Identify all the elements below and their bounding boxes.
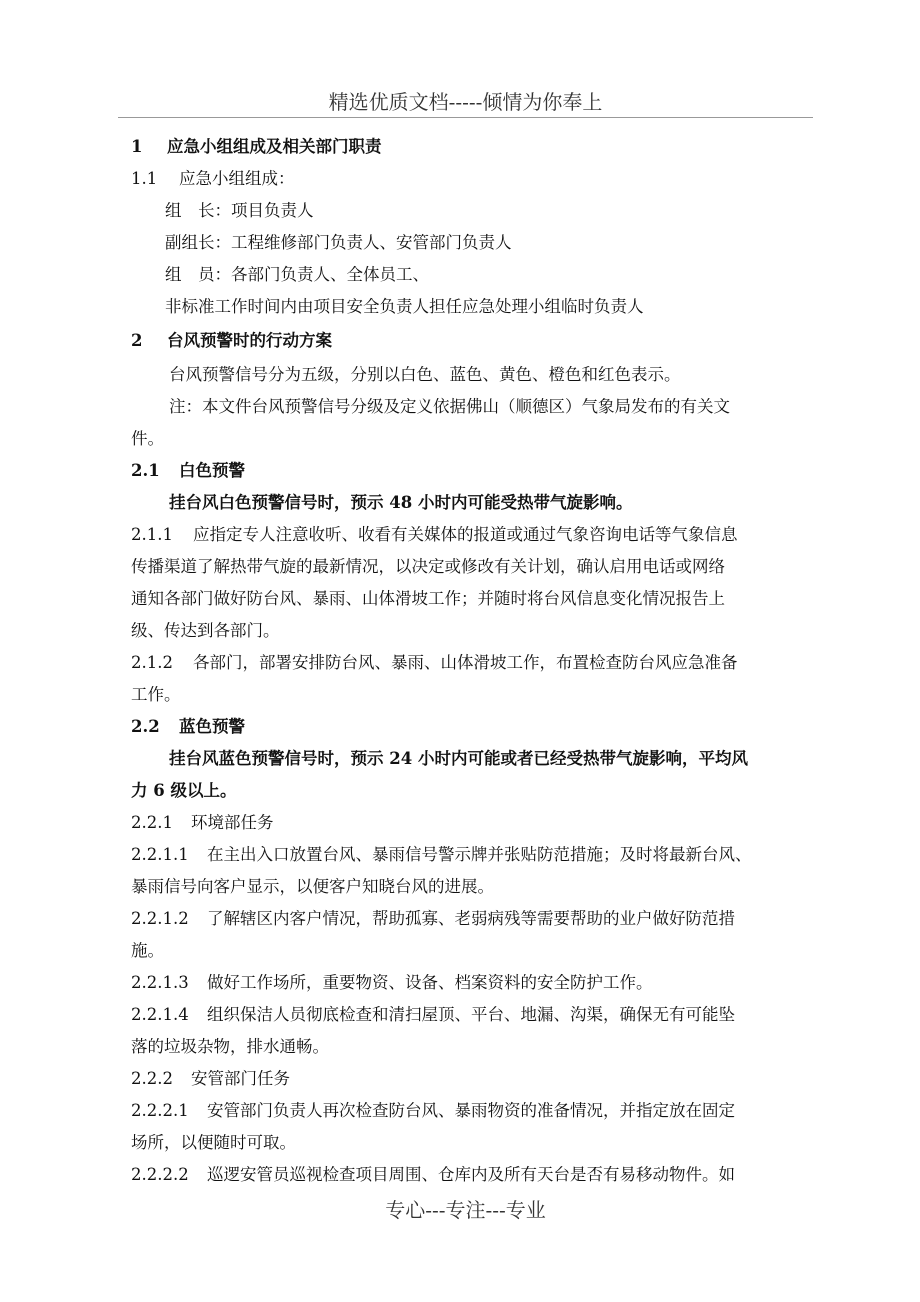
warning-levels-text: 台风预警信号分为五级，分别以白色、蓝色、黄色、橙色和红色表示。 (169, 365, 681, 384)
clause-2-2-1-2 (131, 903, 811, 935)
page-header: 精选优质文档-----倾情为你奉上 (328, 90, 603, 114)
section-2-heading (131, 323, 811, 359)
clause-number: 2.2.1.1 (131, 845, 189, 864)
clause-text-line: 落的垃圾杂物，排水通畅。 (131, 1037, 329, 1056)
clause-2-1-1 (131, 519, 811, 551)
clause-2-1-2 (131, 647, 811, 679)
blue-warning-desc: 挂台风蓝色预警信号时，预示 24 小时内可能或者已经受热带气旋影响，平均风 (169, 749, 748, 768)
header-divider (118, 117, 813, 118)
clause-number: 2.2.1.4 (131, 1005, 189, 1024)
white-warning-desc: 挂台风白色预警信号时，预示 48 小时内可能受热带气旋影响。 (169, 493, 633, 512)
clause-text: 各部门，部署安排防台风、暴雨、山体滑坡工作，布置检查防台风应急准备 (193, 653, 738, 672)
page-footer: 专心---专注---专业 (385, 1198, 546, 1222)
section-2-2-2-heading (131, 1063, 811, 1095)
section-number: 2.2 (131, 717, 160, 736)
section-2-1-heading (131, 455, 811, 487)
basis-note-line: 件。 (131, 429, 164, 448)
clause-text: 组织保洁人员彻底检查和清扫屋顶、平台、地漏、沟渠，确保无有可能坠 (207, 1005, 735, 1024)
clause-number: 2.1.1 (131, 525, 173, 544)
section-number: 2.2.1 (131, 813, 173, 832)
clause-text: 了解辖区内客户情况，帮助孤寡、老弱病残等需要帮助的业户做好防范措 (207, 909, 735, 928)
basis-note-line: 注：本文件台风预警信号分级及定义依据佛山（顺德区）气象局发布的有关文 (169, 397, 730, 416)
clause-text: 在主出入口放置台风、暴雨信号警示牌并张贴防范措施；及时将最新台风、 (207, 845, 752, 864)
section-number: 2.1 (131, 461, 160, 480)
section-title: 应急小组组成： (179, 169, 295, 188)
member-leader: 组 长：项目负责人 (165, 201, 314, 220)
member-deputy-leader: 副组长：工程维修部门负责人、安管部门负责人 (165, 233, 512, 252)
clause-2-2-1-4 (131, 999, 811, 1031)
blue-warning-desc-cont: 力 6 级以上。 (131, 781, 237, 800)
clause-text-line: 场所，以便随时可取。 (131, 1133, 296, 1152)
section-2-2-heading (131, 711, 811, 743)
section-2-2-1-heading (131, 807, 811, 839)
section-title: 白色预警 (179, 461, 245, 480)
section-1-heading (131, 131, 811, 163)
clause-number: 2.2.1.3 (131, 973, 189, 992)
clause-text-line: 暴雨信号向客户显示，以便客户知晓台风的进展。 (131, 877, 494, 896)
clause-text-line: 传播渠道了解热带气旋的最新情况，以决定或修改有关计划，确认启用电话或网络 (131, 557, 725, 576)
member-members: 组 员：各部门负责人、全体员工、 (165, 265, 429, 284)
clause-text: 做好工作场所，重要物资、设备、档案资料的安全防护工作。 (207, 973, 653, 992)
member-off-hours-note: 非标准工作时间内由项目安全负责人担任应急处理小组临时负责人 (165, 297, 644, 316)
section-title: 安管部门任务 (191, 1069, 290, 1088)
clause-number: 2.2.2.1 (131, 1101, 189, 1120)
clause-2-2-1-1 (131, 839, 811, 871)
clause-number: 2.1.2 (131, 653, 173, 672)
section-title: 蓝色预警 (179, 717, 245, 736)
clause-number: 2.2.2.2 (131, 1165, 189, 1184)
document-body (131, 131, 811, 1191)
clause-2-2-1-3 (131, 967, 811, 999)
section-title: 应急小组组成及相关部门职责 (167, 137, 382, 156)
section-1-1-heading (131, 163, 811, 195)
clause-2-2-2-2 (131, 1159, 811, 1191)
clause-text: 应指定专人注意收听、收看有关媒体的报道或通过气象咨询电话等气象信息 (193, 525, 738, 544)
section-title: 环境部任务 (191, 813, 274, 832)
clause-text-line: 工作。 (131, 685, 181, 704)
section-title: 台风预警时的行动方案 (167, 331, 332, 350)
clause-text: 巡逻安管员巡视检查项目周围、仓库内及所有天台是否有易移动物件。如 (207, 1165, 735, 1184)
section-number: 1.1 (131, 169, 158, 188)
clause-text-line: 施。 (131, 941, 164, 960)
clause-2-2-2-1 (131, 1095, 811, 1127)
section-number: 2 (131, 331, 143, 350)
clause-number: 2.2.1.2 (131, 909, 189, 928)
clause-text: 安管部门负责人再次检查防台风、暴雨物资的准备情况，并指定放在固定 (207, 1101, 735, 1120)
clause-text-line: 通知各部门做好防台风、暴雨、山体滑坡工作；并随时将台风信息变化情况报告上 (131, 589, 725, 608)
section-number: 1 (131, 137, 143, 156)
section-number: 2.2.2 (131, 1069, 173, 1088)
clause-text-line: 级、传达到各部门。 (131, 621, 280, 640)
